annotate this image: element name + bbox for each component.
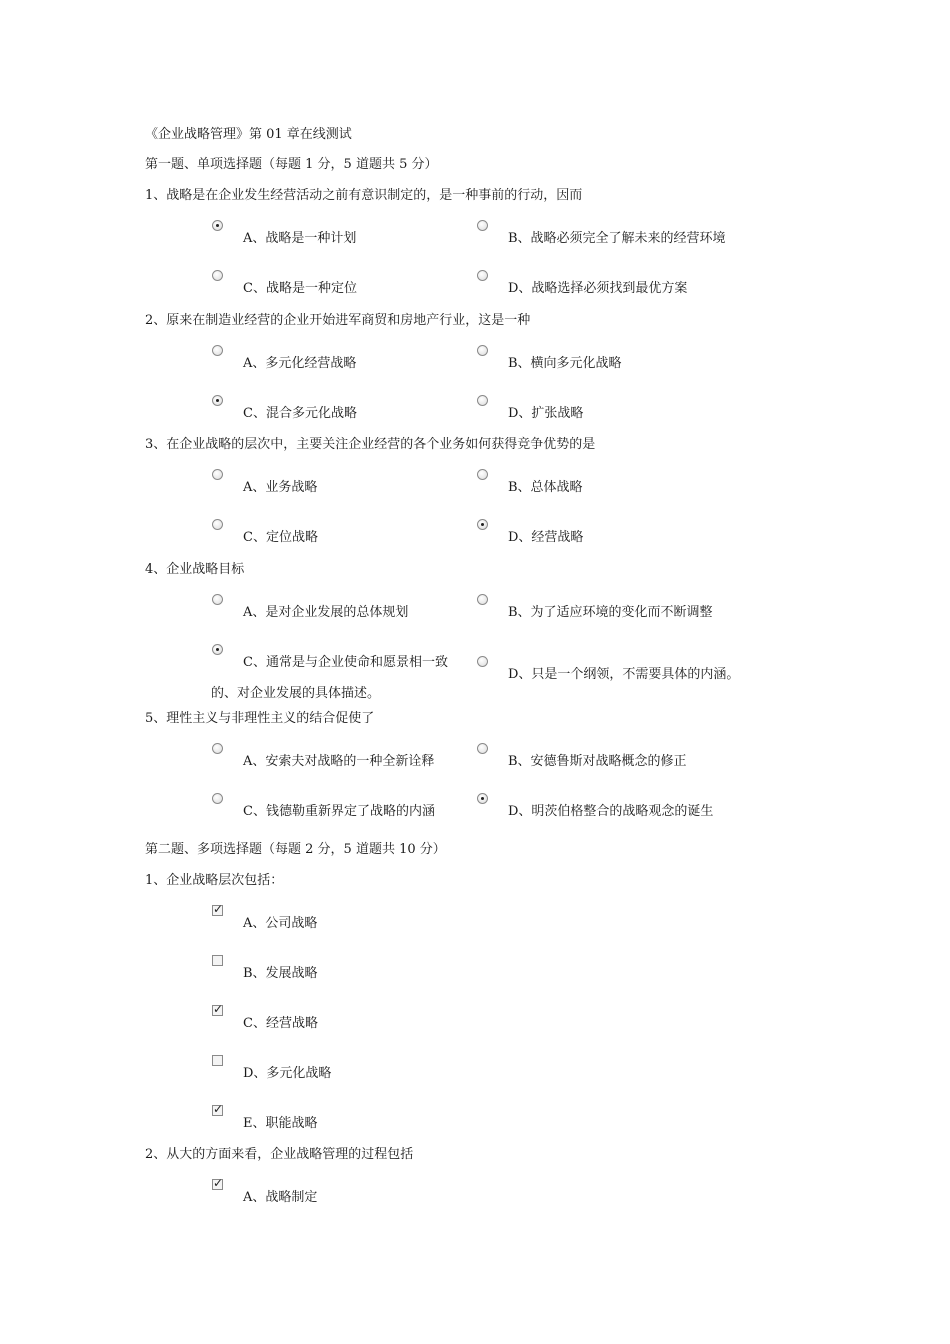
q4-option-b-radio[interactable]: [477, 594, 488, 605]
q4-option-b-label: B、为了适应环境的变化而不断调整: [508, 605, 713, 620]
q4-option-d-radio[interactable]: [477, 656, 488, 667]
q2-option-b-label: B、横向多元化战略: [508, 356, 622, 371]
q5-option-b-radio[interactable]: [477, 743, 488, 754]
q3-option-b-label: B、总体战略: [508, 480, 583, 495]
q3-option-d-label: D、经营战略: [508, 530, 584, 545]
q2-option-a-radio[interactable]: [212, 345, 223, 356]
q3-option-c-radio[interactable]: [212, 519, 223, 530]
mq2-text: 2、从大的方面来看，企业战略管理的过程包括: [145, 1147, 414, 1162]
q2-option-d-label: D、扩张战略: [508, 406, 584, 421]
question-4-text: 4、企业战略目标: [145, 562, 245, 577]
q4-option-c-continuation: 的、对企业发展的具体描述。: [211, 686, 381, 701]
q1-option-a-radio[interactable]: [212, 220, 223, 231]
q3-option-c-label: C、定位战略: [243, 530, 318, 545]
section2-heading: 第二题、多项选择题（每题 2 分，5 道题共 10 分）: [145, 842, 446, 857]
q3-option-a-label: A、业务战略: [243, 480, 318, 495]
q3-option-a-radio[interactable]: [212, 469, 223, 480]
page-title: 《企业战略管理》第 01 章在线测试: [145, 127, 352, 142]
question-3-text: 3、在企业战略的层次中，主要关注企业经营的各个业务如何获得竞争优势的是: [145, 437, 596, 452]
q4-option-a-radio[interactable]: [212, 594, 223, 605]
q1-option-d-radio[interactable]: [477, 270, 488, 281]
mq1-option-d-checkbox[interactable]: [212, 1055, 223, 1066]
q3-option-d-radio[interactable]: [477, 519, 488, 530]
mq1-option-c-checkbox[interactable]: [212, 1005, 223, 1016]
q4-option-d-label: D、只是一个纲领，不需要具体的内涵。: [508, 667, 740, 682]
q4-option-a-label: A、是对企业发展的总体规划: [243, 605, 409, 620]
question-2-text: 2、原来在制造业经营的企业开始进军商贸和房地产行业，这是一种: [145, 313, 531, 328]
mq1-option-e-label: E、职能战略: [243, 1116, 318, 1131]
q5-option-c-label: C、钱德勒重新界定了战略的内涵: [243, 804, 435, 819]
q1-option-a-label: A、战略是一种计划: [243, 231, 357, 246]
q4-option-c-radio[interactable]: [212, 644, 223, 655]
question-1-text: 1、战略是在企业发生经营活动之前有意识制定的，是一种事前的行动，因而: [145, 188, 583, 203]
q5-option-c-radio[interactable]: [212, 793, 223, 804]
q1-option-c-label: C、战略是一种定位: [243, 281, 357, 296]
q3-option-b-radio[interactable]: [477, 469, 488, 480]
q5-option-a-radio[interactable]: [212, 743, 223, 754]
q1-option-d-label: D、战略选择必须找到最优方案: [508, 281, 688, 296]
mq1-option-a-label: A、公司战略: [243, 916, 318, 931]
q4-option-c-label: C、通常是与企业使命和愿景相一致: [243, 655, 448, 670]
q5-option-d-radio[interactable]: [477, 793, 488, 804]
mq1-option-b-label: B、发展战略: [243, 966, 318, 981]
mq1-text: 1、企业战略层次包括：: [145, 873, 284, 888]
section1-heading: 第一题、单项选择题（每题 1 分，5 道题共 5 分）: [145, 157, 438, 172]
q2-option-c-radio[interactable]: [212, 395, 223, 406]
q1-option-c-radio[interactable]: [212, 270, 223, 281]
mq1-option-a-checkbox[interactable]: [212, 905, 223, 916]
q2-option-d-radio[interactable]: [477, 395, 488, 406]
q5-option-a-label: A、安索夫对战略的一种全新诠释: [243, 754, 435, 769]
mq1-option-c-label: C、经营战略: [243, 1016, 318, 1031]
mq1-option-e-checkbox[interactable]: [212, 1105, 223, 1116]
q5-option-d-label: D、明茨伯格整合的战略观念的诞生: [508, 804, 714, 819]
q1-option-b-label: B、战略必须完全了解未来的经营环境: [508, 231, 726, 246]
mq2-option-a-checkbox[interactable]: [212, 1179, 223, 1190]
mq1-option-d-label: D、多元化战略: [243, 1066, 332, 1081]
mq1-option-b-checkbox[interactable]: [212, 955, 223, 966]
mq2-option-a-label: A、战略制定: [243, 1190, 318, 1205]
q2-option-b-radio[interactable]: [477, 345, 488, 356]
q2-option-c-label: C、混合多元化战略: [243, 406, 357, 421]
q2-option-a-label: A、多元化经营战略: [243, 356, 357, 371]
question-5-text: 5、理性主义与非理性主义的结合促使了: [145, 711, 375, 726]
q1-option-b-radio[interactable]: [477, 220, 488, 231]
q5-option-b-label: B、安德鲁斯对战略概念的修正: [508, 754, 687, 769]
